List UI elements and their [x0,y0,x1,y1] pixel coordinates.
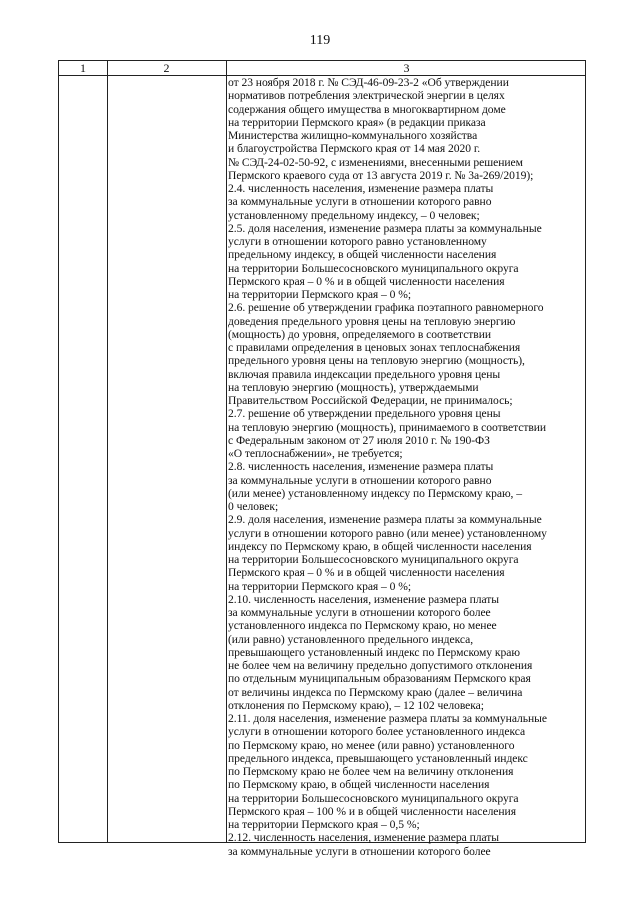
text-line: на территории Большесосновского муниципального округа [228,791,519,805]
text-line: 2.4. численность населения, изменение размера платы [228,182,494,195]
column-3-text [228,76,586,858]
text-line: доведения предельного уровня цены на тепловую энергию [228,314,516,328]
text-line: по отдельным муниципальным образованиям Пермского края [228,672,531,686]
text-line: по Пермскому краю, в общей численности населения [228,778,490,792]
text-line: установленному предельному индексу, – 0 человек; [228,208,480,222]
text-line: и благоустройства Пермского края от 14 мая 2020 г. [228,142,481,156]
document-table [58,60,586,858]
text-line: 2.9. доля населения, изменение размера платы за коммунальные [228,513,542,527]
text-line: на тепловую энергию (мощность), принимаемого в соответствии [228,420,547,434]
text-line: услуги в отношении которого равно (или менее) установленному [228,526,547,540]
text-line: превышающего установленный индекс по Пермскому краю [228,645,520,659]
text-line: на тепловую энергию (мощность), утверждаемыми [228,380,479,394]
text-line: на территории Большесосновского муниципального округа [228,553,519,566]
text-line: содержания общего имущества в многоквартирном доме [228,102,506,116]
text-line: 2.6. решение об утверждении графика поэтапного равномерного [228,301,544,315]
text-line: на территории Пермского края – 0 %; [228,288,412,301]
text-line: Министерства жилищно-коммунального хозяйства [228,129,478,142]
text-line: 2.7. решение об утверждении предельного уровня цены [228,407,501,421]
text-line: Пермского края – 0 % и в общей численности населения [228,566,505,580]
text-line: за коммунальные услуги в отношении которого равно [228,195,492,209]
text-line: «О теплоснабжении», не требуется; [228,447,403,460]
text-line: № СЭД-24-02-50-92, с изменениями, внесенными решением [228,155,523,169]
text-line: предельного уровня цены на тепловую энергию (мощность), [228,354,525,368]
text-line: 2.5. доля населения, изменение размера платы за коммунальные [228,221,542,235]
text-line: Пермского края – 0 % и в общей численности населения [228,274,505,288]
text-line: за коммунальные услуги в отношении которого более [228,606,491,619]
text-line: на территории Пермского края» (в редакции приказа [228,115,486,129]
text-line: (мощность) до уровня, определяемого в соответствии [228,327,492,341]
text-line: с Федеральным законом от 27 июля 2010 г. № 190-ФЗ [228,433,490,447]
text-line: за коммунальные услуги в отношении которого более [228,844,491,858]
text-line: с правилами определения в ценовых зонах теплоснабжения [228,341,521,354]
page-number: 119 [309,33,331,48]
column-header-2: 2 [163,61,170,75]
text-line: за коммунальные услуги в отношении которого равно [228,473,492,487]
text-line: предельного индекса, превышающего установленный индекс [228,751,528,765]
text-line: услуги в отношении которого равно установленному [228,235,487,248]
text-line: по Пермскому краю не более чем на величину отклонения [228,765,514,778]
text-line: Пермского края – 100 % и в общей численности населения [228,804,516,818]
text-line: на территории Большесосновского муниципального округа [228,261,519,275]
text-line: 2.10. численность населения, изменение размера платы [228,592,500,606]
column-divider-2 [226,61,227,842]
text-line: установленного индекса по Пермскому краю, но менее [228,619,497,633]
text-line: услуги в отношении которого более установленного индекса [228,725,526,739]
text-line: на территории Пермского края – 0 %; [228,579,412,593]
text-line: нормативов потребления электрической энергии в целях [228,89,505,103]
text-line: 2.8. численность населения, изменение размера платы [228,460,494,474]
text-line: Правительством Российской Федерации, не принималось; [228,394,513,407]
text-line: 2.12. численность населения, изменение размера платы [228,831,500,845]
text-line: от 23 ноября 2018 г. № СЭД-46-09-23-2 «Об утверждении [228,76,509,89]
text-line: 0 человек; [228,500,279,513]
text-line: не более чем на величину предельно допустимого отклонения [228,659,533,672]
text-line: включая правила индексации предельного уровня цены [228,367,501,381]
column-divider-1 [107,61,108,842]
text-line: индексу по Пермскому краю, в общей численности населения [228,539,532,553]
text-line: предельному индексу, в общей численности населения [228,248,497,262]
text-line: от величины индекса по Пермскому краю (далее – величина [228,685,523,699]
text-line: 2.11. доля населения, изменение размера платы за коммунальные [228,712,547,725]
text-line: (или менее) установленному индексу по Пермскому краю, – [228,486,522,500]
text-line: (или равно) установленного предельного индекса, [228,632,474,646]
column-header-3: 3 [403,61,410,75]
text-line: Пермского краевого суда от 13 августа 2019 г. № 3а-269/2019); [228,168,534,182]
column-header-1: 1 [80,61,86,75]
text-line: на территории Пермского края – 0,5 %; [228,818,420,831]
text-line: отклонения по Пермскому краю), – 12 102 человека; [228,698,484,712]
text-line: по Пермскому краю, но менее (или равно) установленного [228,738,515,752]
